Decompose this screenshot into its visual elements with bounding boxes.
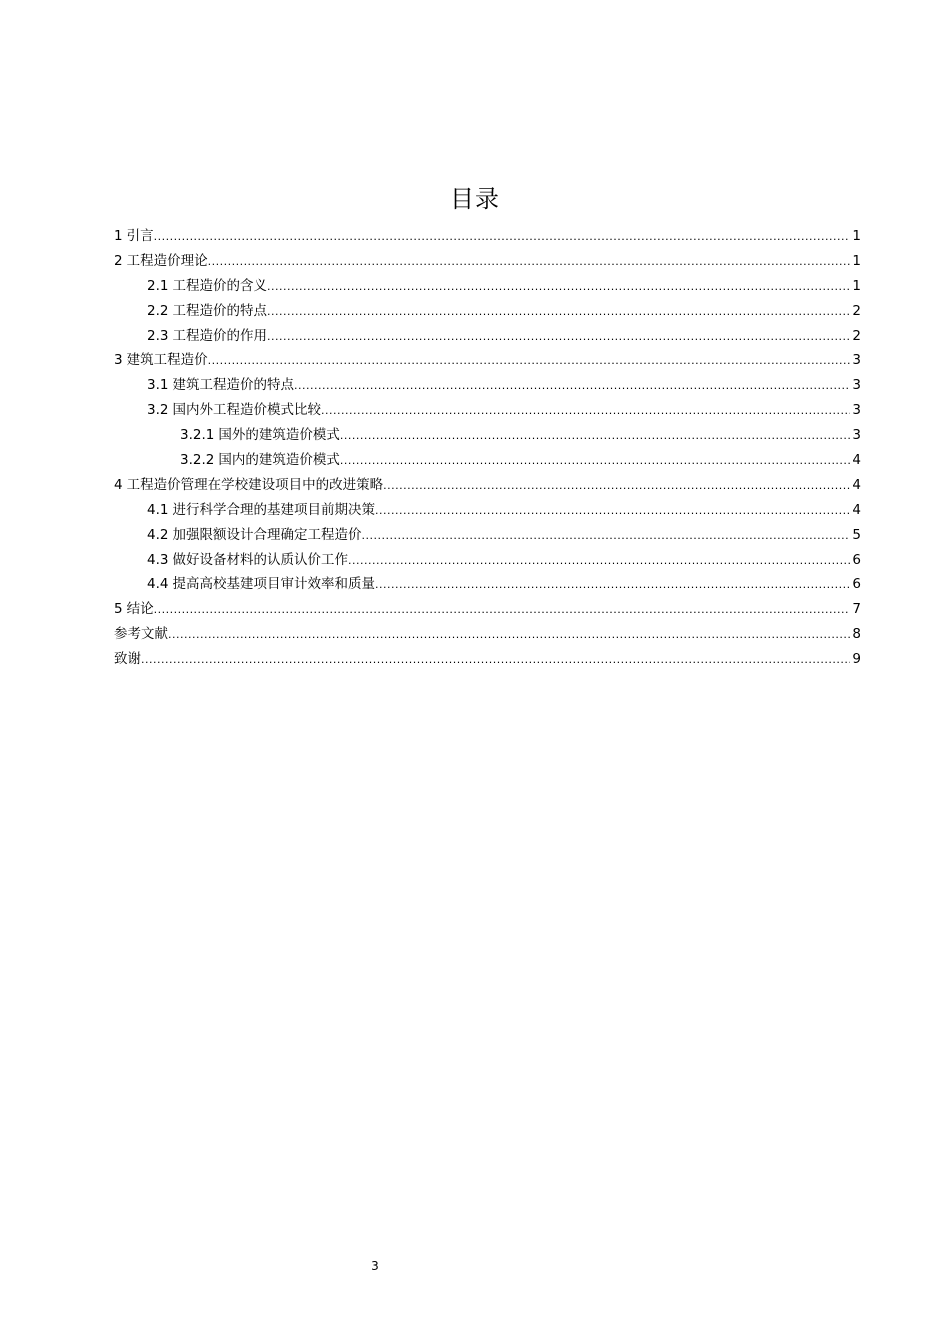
- toc-leader: [348, 549, 850, 574]
- toc-text: 工程造价的特点: [172, 302, 267, 319]
- toc-leader: [383, 474, 850, 499]
- toc-page-number: 6: [852, 551, 861, 568]
- toc-page-number: 1: [852, 252, 861, 269]
- toc-text: 建筑工程造价的特点: [172, 377, 294, 394]
- toc-text: 工程造价理论: [126, 252, 208, 269]
- toc-leader: [267, 325, 850, 350]
- toc-number: 3.2.2: [180, 452, 215, 469]
- toc-leader: [267, 275, 850, 300]
- toc-entry[interactable]: [114, 622, 861, 647]
- toc-page-number: 1: [852, 228, 861, 244]
- toc-text: 国内的建筑造价模式: [218, 452, 340, 469]
- toc-page-number: 3: [852, 377, 861, 394]
- toc-number: 4.4: [147, 576, 169, 593]
- toc-number: 2.3: [147, 327, 169, 344]
- toc-entry[interactable]: [114, 597, 861, 622]
- toc-entry[interactable]: [114, 523, 861, 548]
- toc-number: 3.1: [147, 377, 169, 394]
- toc-page-number: 7: [852, 601, 861, 618]
- toc-page-number: 4: [852, 501, 861, 518]
- toc-leader: [168, 623, 850, 648]
- toc-entry[interactable]: [114, 274, 861, 299]
- toc-page-number: 6: [852, 576, 861, 593]
- toc-text: 工程造价管理在学校建设项目中的改进策略: [126, 476, 384, 493]
- toc-entry[interactable]: [114, 224, 861, 249]
- toc-page-number: 3: [852, 427, 861, 444]
- toc-number: 4.1: [147, 501, 169, 518]
- toc-number: 2.2: [147, 302, 169, 319]
- toc-leader: [294, 374, 850, 399]
- toc-text: 国内外工程造价模式比较: [172, 402, 321, 419]
- toc-page-number: 1: [852, 277, 861, 294]
- toc-text: 建筑工程造价: [126, 352, 208, 369]
- toc-leader: [321, 399, 850, 424]
- toc-entry[interactable]: [114, 299, 861, 324]
- toc-entry[interactable]: [114, 324, 861, 349]
- toc-text: 做好设备材料的认质认价工作: [172, 551, 348, 568]
- toc-leader: [154, 225, 851, 250]
- toc-leader: [208, 349, 851, 374]
- toc-entry[interactable]: [114, 249, 861, 274]
- toc-entry[interactable]: [114, 423, 861, 448]
- toc-number: 5: [114, 601, 123, 618]
- toc-text: 结论: [126, 601, 154, 618]
- table-of-contents: [114, 224, 861, 672]
- toc-number: 3.2.1: [180, 427, 215, 444]
- toc-leader: [154, 598, 851, 623]
- toc-text: 加强限额设计合理确定工程造价: [172, 526, 362, 543]
- toc-entry[interactable]: [114, 348, 861, 373]
- toc-number: 4.2: [147, 526, 169, 543]
- toc-number: 3.2: [147, 402, 169, 419]
- toc-page-number: 3: [852, 402, 861, 419]
- toc-text: 提高高校基建项目审计效率和质量: [172, 576, 375, 593]
- toc-page-number: 4: [852, 476, 861, 493]
- toc-page-number: 3: [852, 352, 861, 369]
- toc-text: 参考文献: [114, 626, 168, 643]
- toc-number: 4.3: [147, 551, 169, 568]
- toc-leader: [141, 648, 850, 673]
- toc-number: 2.1: [147, 277, 169, 294]
- footer-page-number: 3: [371, 1259, 379, 1273]
- toc-page-number: 2: [852, 327, 861, 344]
- toc-page-number: 9: [852, 651, 861, 668]
- toc-page-number: 8: [852, 626, 861, 643]
- toc-leader: [361, 524, 850, 549]
- toc-leader: [375, 573, 850, 598]
- toc-number: 2: [114, 252, 123, 269]
- toc-entry[interactable]: [114, 373, 861, 398]
- toc-entry[interactable]: [114, 473, 861, 498]
- toc-entry[interactable]: [114, 548, 861, 573]
- toc-leader: [340, 424, 851, 449]
- toc-leader: [267, 300, 850, 325]
- toc-number: 1: [114, 228, 123, 244]
- toc-page-number: 4: [852, 452, 861, 469]
- toc-leader: [340, 449, 851, 474]
- toc-entry[interactable]: [114, 448, 861, 473]
- page-title: 目录: [450, 185, 500, 213]
- toc-entry[interactable]: [114, 398, 861, 423]
- toc-leader: [208, 250, 851, 275]
- toc-text: 国外的建筑造价模式: [218, 427, 340, 444]
- toc-entry[interactable]: [114, 572, 861, 597]
- toc-number: 3: [114, 352, 123, 369]
- toc-entry[interactable]: [114, 498, 861, 523]
- toc-text: 致谢: [114, 651, 141, 668]
- toc-text: 工程造价的含义: [172, 277, 267, 294]
- toc-page-number: 2: [852, 302, 861, 319]
- toc-number: 4: [114, 476, 123, 493]
- toc-text: 工程造价的作用: [172, 327, 267, 344]
- toc-page-number: 5: [852, 526, 861, 543]
- toc-text: 进行科学合理的基建项目前期决策: [172, 501, 375, 518]
- toc-leader: [375, 499, 850, 524]
- toc-text: 引言: [126, 228, 154, 244]
- toc-entry[interactable]: [114, 647, 861, 672]
